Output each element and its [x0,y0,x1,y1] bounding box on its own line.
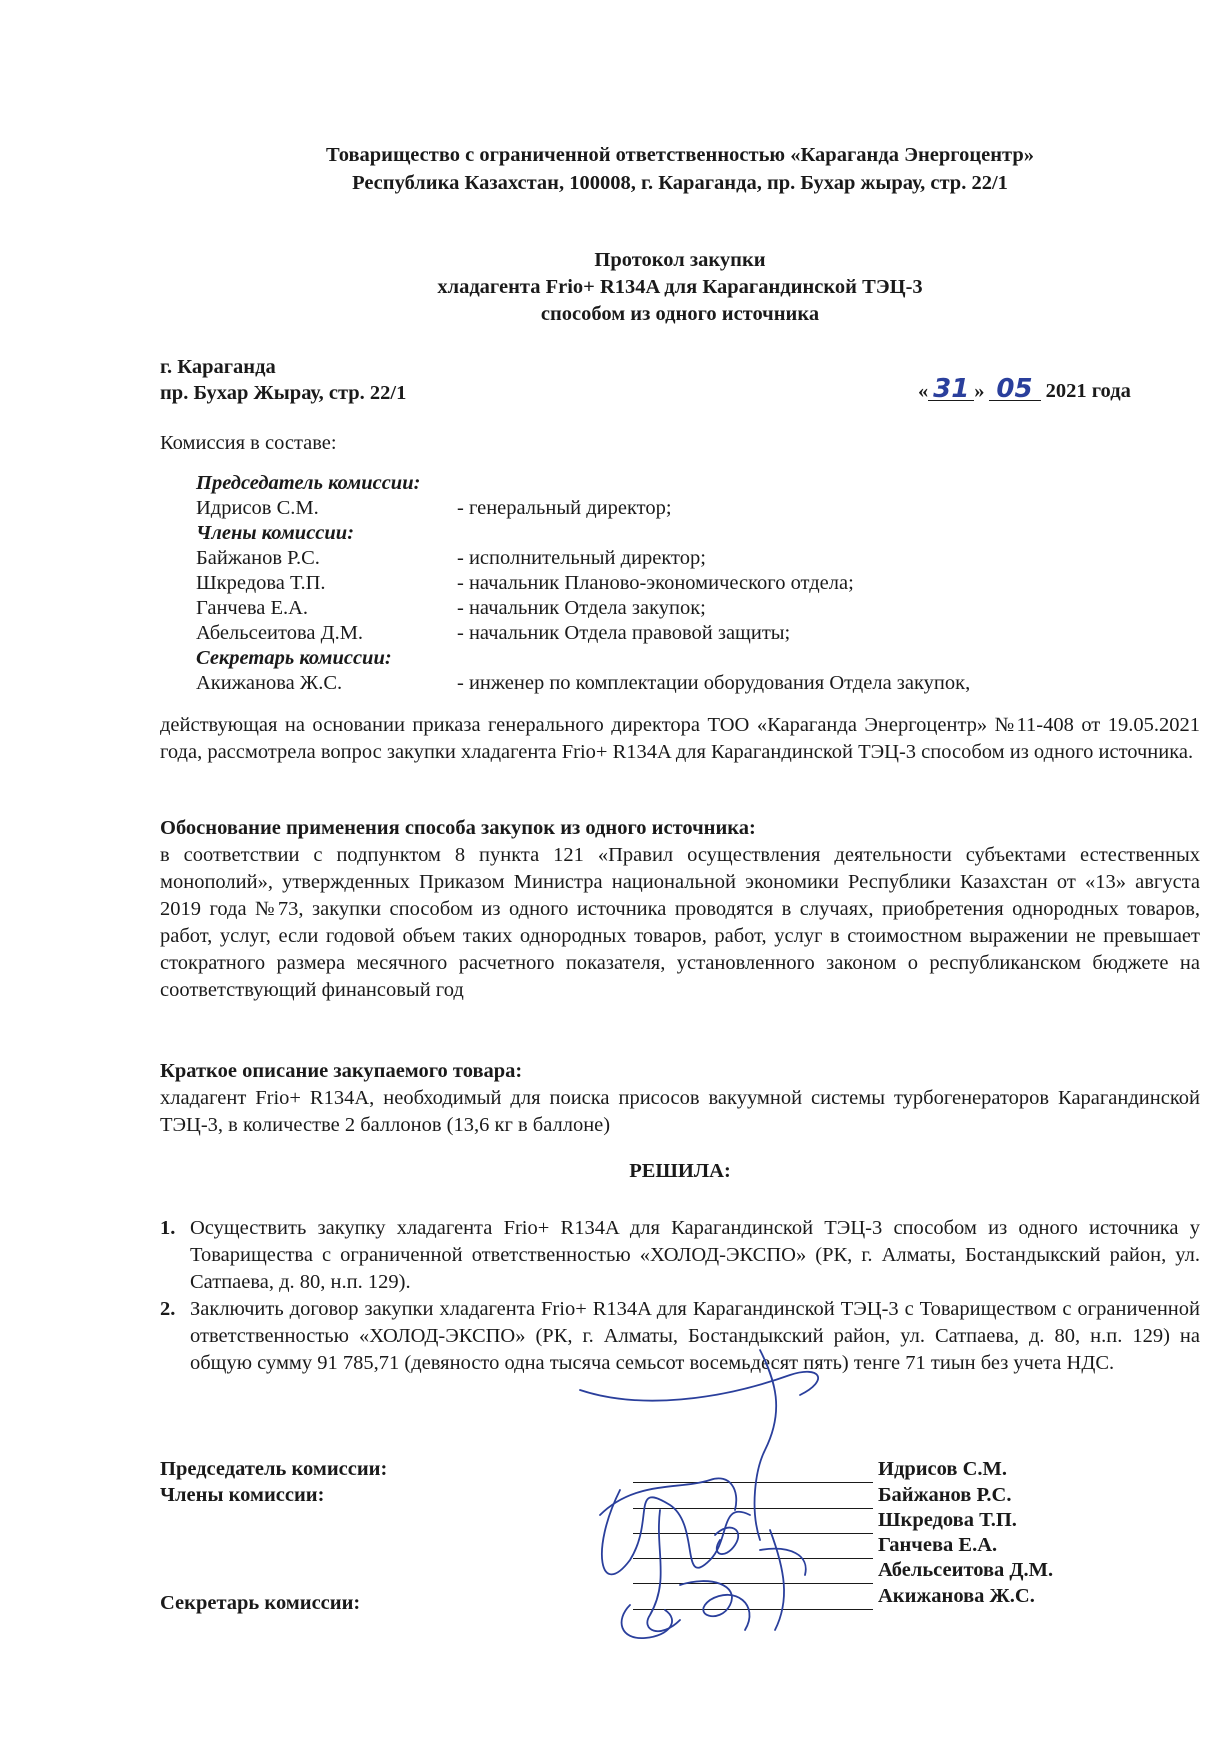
signature-stroke [770,1530,784,1630]
org-header-line: Товарищество с ограниченной ответственностью «Караганда Энергоцентр» [325,144,1035,166]
protocol-method: способом из одного источника [540,303,820,325]
members-heading: Члены комиссии: [196,522,355,544]
chair-name: Идрисов С.М. [196,497,319,519]
sig-secretary-label: Секретарь комиссии: [160,1592,361,1614]
signatory-name: Идрисов С.М. [878,1458,1007,1480]
secretary-role: - инженер по комплектации оборудования Отдела закупок, [457,672,971,694]
justification-text: в соответствии с подпунктом 8 пункта 121 «Правил осуществления деятельности субъектами естественных монополий», утвержденных Приказом Министра национальной экономики Республики Казахстан от «13» августа 2019 года №73, закупки способом из одного источника проводятся в случаях, приобретения однородных товаров, работ, услуг, если годовой объем таких однородных товаров, работ, услуг в стоимостном выражении не превышает стократного размера месячного расчетного показателя, установленного законом о республиканском бюджете на соответствующий финансовый год [160,844,1200,1001]
secretary-name: Акижанова Ж.С. [196,672,343,694]
signature-stroke [602,1490,750,1574]
decision-text: Осуществить закупку хладагента Frio+ R134A для Карагандинской ТЭЦ-3 способом из одного источника у Товарищества с ограниченной ответственностью «ХОЛОД-ЭКСПО» (РК, г. Алматы, Бостандыкский район, ул. Сатпаева, д. 80, н.п. 129). [190,1217,1200,1293]
member-role: - начальник Отдела закупок; [457,597,706,619]
protocol-subject: хладагента Frio+ R134A для Карагандинской ТЭЦ-3 [437,276,923,298]
secretary-heading: Секретарь комиссии: [196,647,392,669]
date-year: 2021 года [1045,380,1131,402]
signatory-name: Ганчева Е.А. [878,1534,998,1556]
date-open-quote: « [918,380,929,402]
description-heading: Краткое описание закупаемого товара: [160,1060,523,1082]
member-role: - начальник Планово-экономического отдела; [457,572,854,594]
signature-stroke [755,1350,777,1540]
sig-chair-label: Председатель комиссии: [160,1458,388,1480]
place-street: пр. Бухар Жырау, стр. 22/1 [160,382,407,404]
member-name: Шкредова Т.П. [196,572,326,594]
chair-heading: Председатель комиссии: [196,472,421,494]
member-role: - начальник Отдела правовой защиты; [457,622,791,644]
place-city: г. Караганда [160,356,276,378]
date-close-quote: » [974,380,985,402]
justification-heading: Обоснование применения способа закупок из одного источника: [160,817,756,839]
signature-stroke [680,1581,750,1630]
decision-heading: РЕШИЛА: [629,1160,731,1182]
acting-paragraph: действующая на основании приказа генерального директора ТОО «Караганда Энергоцентр» №11-408 от 19.05.2021 года, рассмотрела вопрос закупки хладагента Frio+ R134A для Карагандинской ТЭЦ-3 способом из одного источника. [160,714,1200,763]
member-role: - исполнительный директор; [457,547,706,569]
signatory-name: Байжанов Р.С. [878,1484,1012,1506]
date-month: 05 [989,378,1041,401]
signature-stroke [647,1510,680,1631]
description-text: хладагент Frio+ R134A, необходимый для поиска присосов вакуумной системы турбогенераторов Карагандинской ТЭЦ-3, в количестве 2 баллонов (13,6 кг в баллоне) [160,1087,1200,1136]
signature-stroke [580,1372,818,1401]
handwritten-signatures [560,1340,900,1660]
committee-intro: Комиссия в составе: [160,432,337,454]
member-name: Байжанов Р.С. [196,547,320,569]
decision-item [160,1215,1200,1296]
signatory-name: Акижанова Ж.С. [878,1585,1035,1607]
decision-number: 2. [160,1298,176,1320]
protocol-date [918,374,1131,404]
signature-stroke [600,1478,736,1515]
signatory-name: Абельсеитова Д.М. [878,1559,1054,1581]
member-name: Абельсеитова Д.М. [196,622,364,644]
sig-members-label: Члены комиссии: [160,1484,325,1506]
org-address-line: Республика Казахстан, 100008, г. Караганда, пр. Бухар жырау, стр. 22/1 [352,172,1008,194]
decision-text: Заключить договор закупки хладагента Frio+ R134A для Карагандинской ТЭЦ-3 с Товариществом с ограниченной ответственностью «ХОЛОД-ЭКСПО» (РК, г. Алматы, Бостандыкский район, ул. Сатпаева, д. 80, н.п. 129) на общую сумму 91 785,71 (девяносто одна тысяча семьсот восемьдесят пять) тенге 71 тиын без учета НДС. [190,1298,1200,1374]
decision-number: 1. [160,1217,176,1239]
signature-stroke [715,1528,738,1554]
date-day: 31 [928,378,974,401]
member-name: Ганчева Е.А. [196,597,309,619]
chair-role: - генеральный директор; [457,497,672,519]
signatory-name: Шкредова Т.П. [878,1509,1017,1531]
protocol-title: Протокол закупки [594,249,766,271]
